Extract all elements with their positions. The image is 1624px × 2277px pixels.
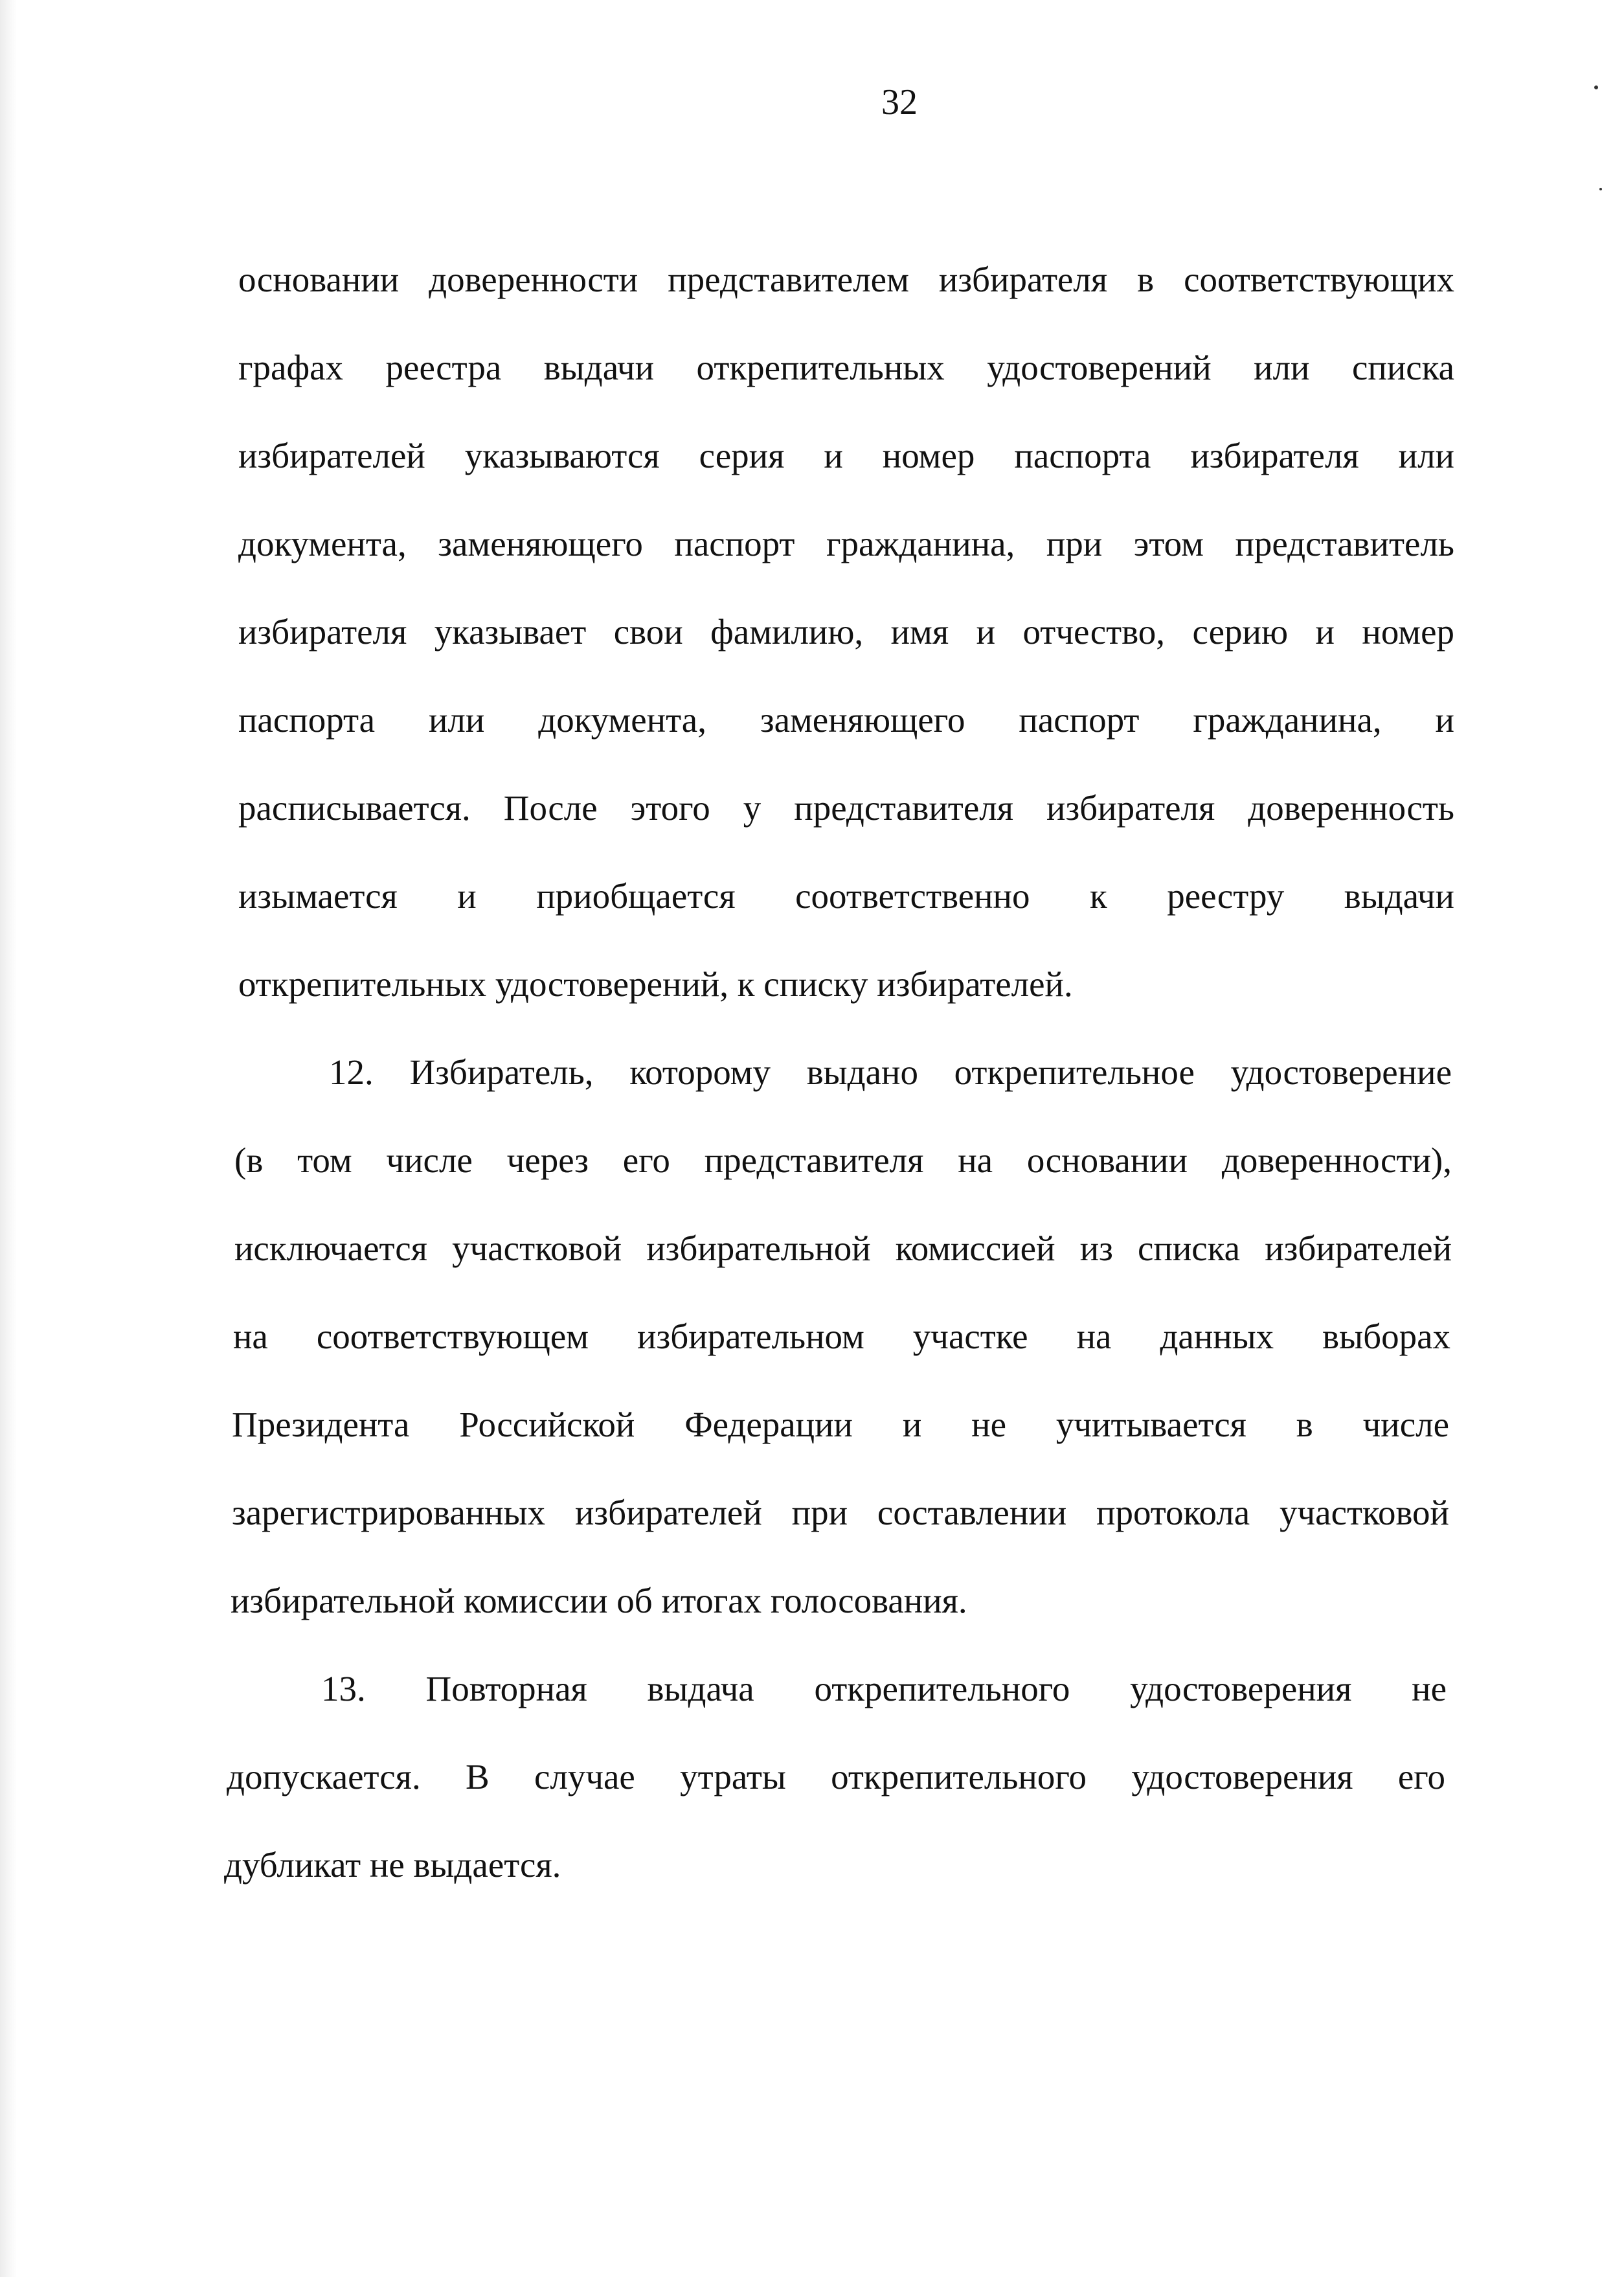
text-line: расписывается. После этого у представителя избирателя доверенность [238,788,1454,828]
text-line: (в том числе через его представителя на основании доверенности), [234,1140,1452,1180]
text-line: на соответствующем избирательном участке на данных выборах [233,1317,1450,1356]
text-line: зарегистрированных избирателей при составлении протокола участковой [232,1493,1449,1532]
text-line: документа, заменяющего паспорт гражданина, при этом представитель [238,524,1454,563]
text-line: исключается участковой избирательной комиссией из списка избирателей [234,1229,1452,1268]
text-line: открепительных удостоверений, к списку избирателей. [238,964,1073,1004]
text-line: изымается и приобщается соответственно к реестру выдачи [238,876,1454,916]
text-line: графах реестра выдачи открепительных удостоверений или списка [238,348,1454,387]
scan-speck [1594,85,1598,89]
text-line: паспорта или документа, заменяющего паспорт гражданина, и [238,700,1454,740]
text-line: дубликат не выдается. [224,1845,561,1885]
text-line: избирателя указывает свои фамилию, имя и отчество, серию и номер [238,612,1454,651]
text-line: Президента Российской Федерации и не учитывается в числе [232,1405,1449,1444]
text-line: основании доверенности представителем избирателя в соответствующих [238,260,1454,299]
text-line: допускается. В случае утраты открепительного удостоверения его [227,1757,1445,1796]
text-line: 12. Избиратель, которому выдано открепительное удостоверение [329,1052,1452,1092]
scan-speck [1599,188,1602,190]
page-number: 32 [881,82,918,122]
text-line: избирательной комиссии об итогах голосования. [231,1581,967,1620]
text-line: 13. Повторная выдача открепительного удостоверения не [321,1669,1447,1708]
scan-edge-shadow [0,0,17,2277]
text-line: избирателей указываются серия и номер паспорта избирателя или [238,436,1454,475]
